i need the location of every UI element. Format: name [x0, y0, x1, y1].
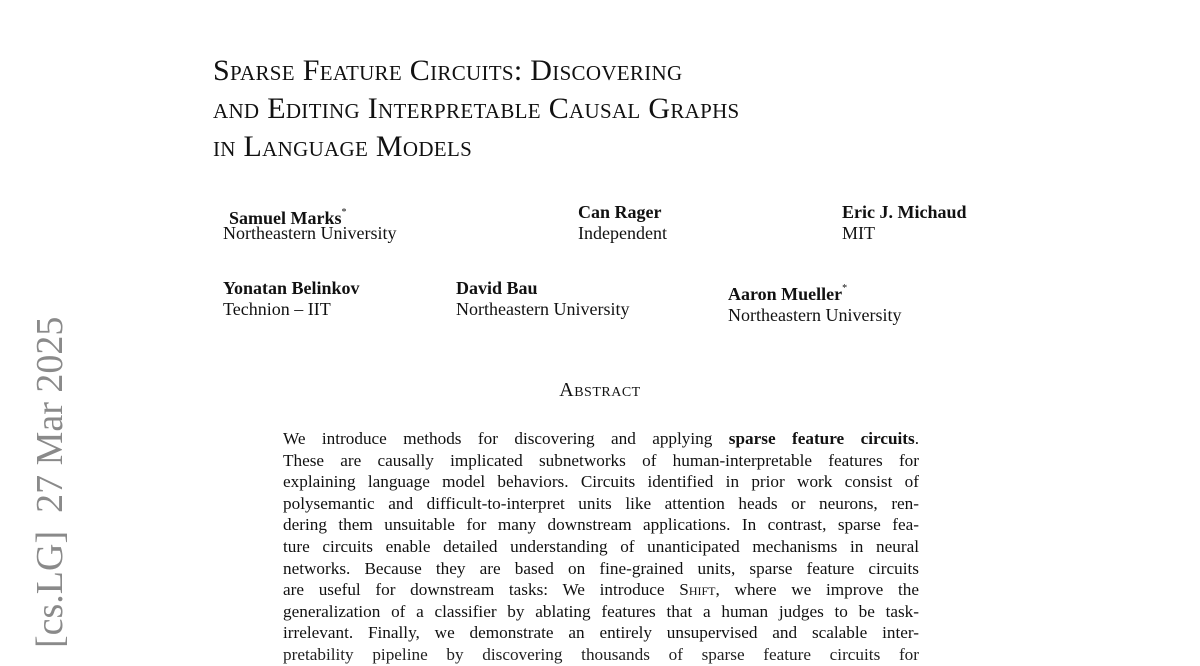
abstract-text: . [914, 429, 919, 448]
abstract-line [283, 428, 919, 450]
author-affiliation: Independent [578, 223, 667, 243]
abstract-line: generalization of a classifier by ablating features that a human judges to be task- [283, 601, 919, 621]
abstract-line: networks. Because they are based on fine-grained units, sparse feature circuits [283, 558, 919, 578]
abstract-line: pretability pipeline by discovering thousands of sparse feature circuits for [283, 644, 919, 664]
author-block [728, 278, 901, 326]
author-block [842, 202, 967, 244]
author-affiliation-block [223, 223, 396, 244]
author-name: Samuel Marks [229, 208, 342, 228]
abstract-heading: Abstract [559, 379, 641, 401]
abstract-line [283, 579, 919, 601]
abstract-line: polysemantic and difficult-to-interpret units like attention heads or neurons, ren- [283, 493, 919, 513]
title-line-2: and Editing Interpretable Causal Graphs [213, 92, 740, 125]
title-line-3: in Language Models [213, 130, 473, 163]
author-name: Aaron Mueller [728, 284, 843, 304]
arxiv-side-stamp [28, 288, 72, 648]
author-affiliation: Technion – IIT [223, 299, 331, 319]
abstract-line: These are causally implicated subnetworks of human-interpretable features for [283, 450, 919, 470]
author-name: Yonatan Belinkov [223, 278, 360, 298]
arxiv-category: [cs.LG] [29, 530, 71, 648]
arxiv-date: 27 Mar 2025 [29, 316, 71, 513]
abstract-text: We introduce methods for discovering and applying [283, 429, 729, 448]
equal-contribution-mark: * [842, 283, 848, 294]
author-affiliation: Northeastern University [456, 299, 630, 319]
author-affiliation: MIT [842, 223, 875, 243]
author-block [223, 278, 360, 320]
abstract-text: are useful for downstream tasks: We introduce [283, 580, 680, 600]
paper-title [213, 52, 953, 166]
author-block [456, 278, 629, 320]
abstract-line: explaining language model behaviors. Circuits identified in prior work consist of [283, 472, 919, 492]
abstract-body [283, 428, 919, 666]
abstract-line: dering them unsuitable for many downstream applications. In contrast, sparse fea- [283, 515, 919, 535]
abstract-text: , where we improve the [715, 580, 919, 600]
abstract-method-name: Shift [679, 580, 716, 600]
author-name: Can Rager [578, 202, 662, 222]
author-affiliation: Northeastern University [728, 305, 902, 325]
equal-contribution-mark: * [341, 207, 347, 218]
title-line-1: Sparse Feature Circuits: Discovering [213, 54, 683, 87]
abstract-line: irrelevant. Finally, we demonstrate an entirely unsupervised and scalable inter- [283, 623, 919, 643]
author-name: David Bau [456, 278, 538, 298]
abstract-bold-term: sparse feature circuits [728, 429, 915, 448]
author-affiliation: Northeastern University [223, 223, 397, 243]
abstract-line: ture circuits enable detailed understanding of unanticipated mechanisms in neural [283, 536, 919, 556]
author-name: Eric J. Michaud [842, 202, 967, 222]
author-block [578, 202, 667, 244]
